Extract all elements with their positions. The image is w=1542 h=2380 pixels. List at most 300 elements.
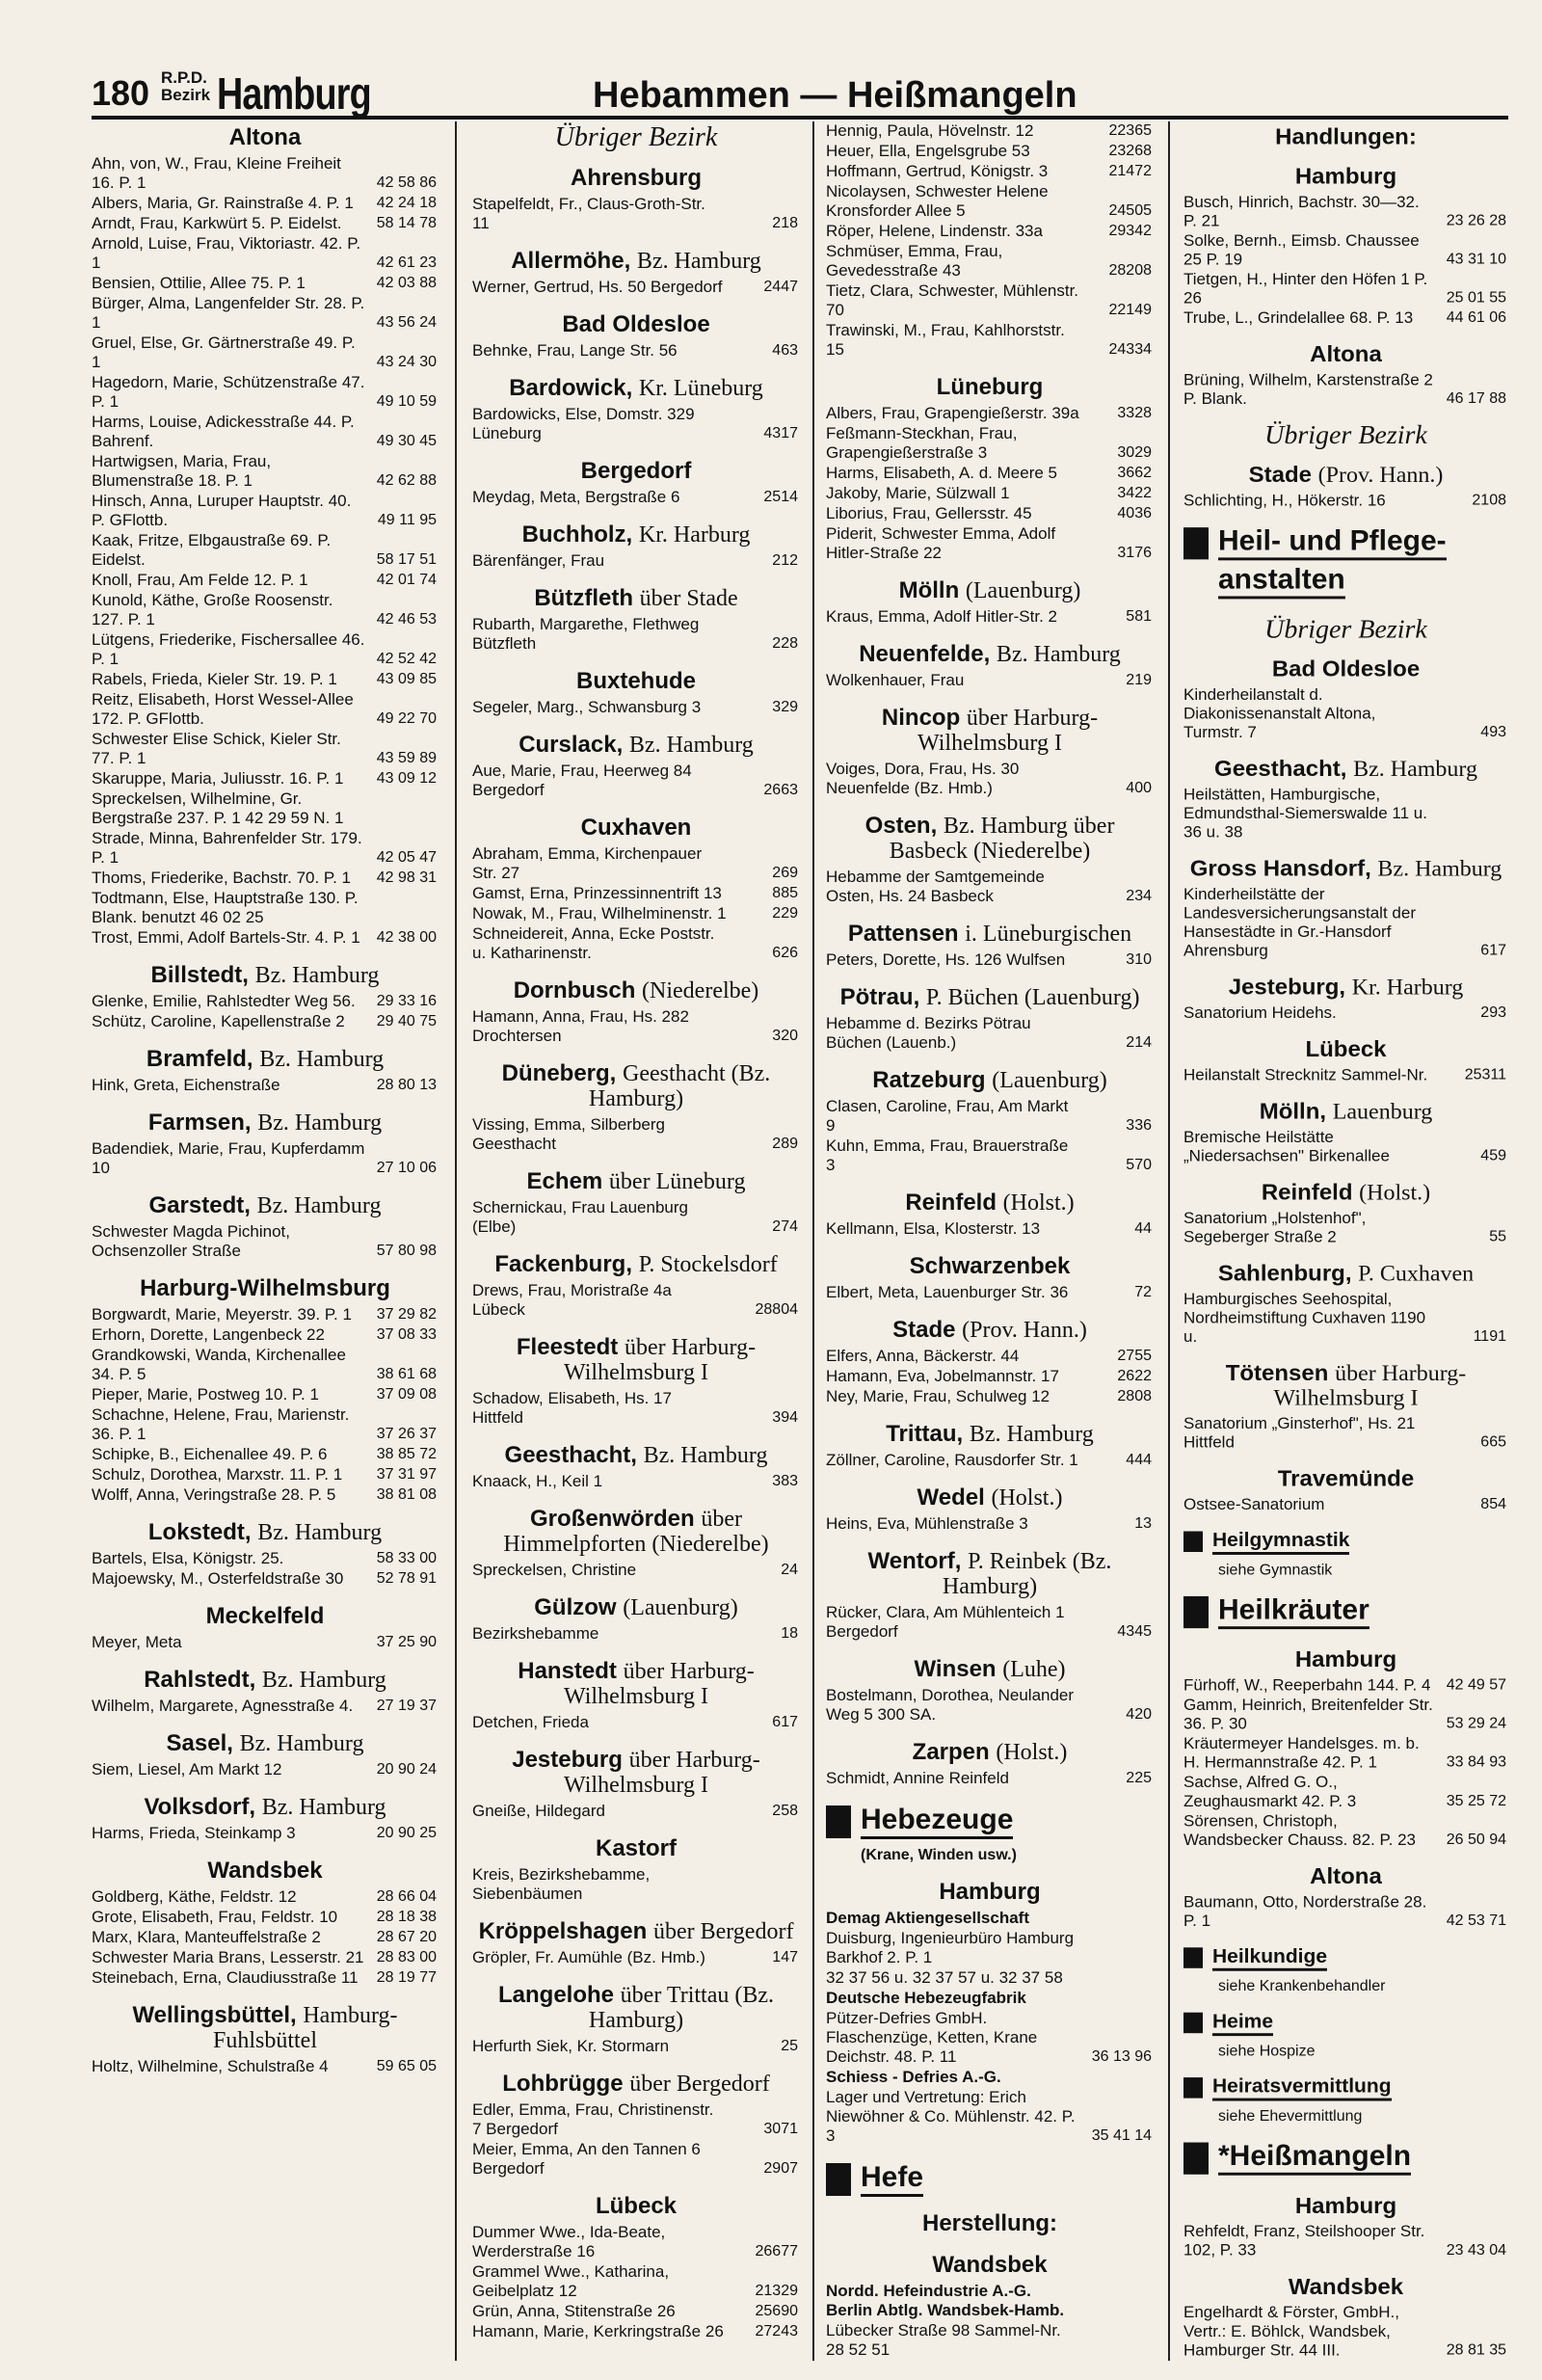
town-heading bbox=[826, 2253, 1154, 2278]
entry-number: 29 40 75 bbox=[376, 1013, 437, 1030]
entry-number: 49 22 70 bbox=[376, 710, 437, 727]
town-suffix: Bz. Hamburg bbox=[239, 1731, 364, 1756]
entry-text: Elbert, Meta, Lauenburger Str. 36 bbox=[826, 1283, 1069, 1301]
category-square-icon bbox=[1183, 2143, 1209, 2175]
town-suffix: Bz. Hamburg bbox=[628, 733, 754, 758]
list-item bbox=[1183, 685, 1508, 742]
region-heading: Übriger Bezirk bbox=[1264, 420, 1427, 451]
entry-number: 42 58 86 bbox=[376, 174, 437, 191]
town-heading bbox=[1183, 2275, 1508, 2299]
town-heading bbox=[92, 1731, 439, 1756]
list-item bbox=[826, 1989, 1154, 2008]
entry-text: Solke, Bernh., Eimsb. Chaussee 25 P. 19 bbox=[1183, 231, 1420, 269]
town-suffix: über Harburg-Wilhelmsburg I bbox=[564, 1748, 760, 1798]
list-item bbox=[472, 1472, 800, 1491]
entry-text: Reitz, Elisabeth, Horst Wessel-Allee 172. P. GFlottb. bbox=[92, 690, 354, 728]
entry-text: Hagedorn, Marie, Schützenstraße 47. P. 1 bbox=[92, 373, 365, 411]
town-heading bbox=[472, 733, 800, 758]
entry-text: Harms, Elisabeth, A. d. Meere 5 bbox=[826, 464, 1057, 482]
list-item bbox=[1183, 1893, 1508, 1931]
town-suffix: (Prov. Hann.) bbox=[962, 1318, 1087, 1343]
entry-text: Hartwigsen, Maria, Frau, Blumenstraße 18. P. 1 bbox=[92, 452, 272, 490]
list-item bbox=[1183, 1696, 1508, 1733]
list-item bbox=[92, 1385, 439, 1404]
entry-number: 59 65 05 bbox=[376, 2058, 437, 2074]
town-name: Ratzeburg bbox=[872, 1067, 986, 1093]
entry-number: 44 61 06 bbox=[1446, 309, 1506, 327]
entry-number: 35 41 14 bbox=[1091, 2127, 1152, 2144]
category-title bbox=[1218, 1594, 1369, 1633]
entry-text: Röper, Helene, Lindenstr. 33a bbox=[826, 222, 1043, 240]
entry-text: Ostsee-Sanatorium bbox=[1183, 1495, 1325, 1513]
entry-text: Gamst, Erna, Prinzessinnentrift 13 bbox=[472, 884, 722, 902]
town-suffix: (Lauenburg) bbox=[965, 578, 1081, 603]
list-item bbox=[92, 1465, 439, 1484]
entry-text: Lübecker Straße 98 Sammel-Nr. 28 52 51 bbox=[826, 2321, 1061, 2359]
entry-text: Bostelmann, Dorothea, Neulander Weg 5 300 SA. bbox=[826, 1686, 1075, 1724]
category-title-line: anstalten bbox=[1218, 564, 1345, 599]
town-name: Lohbrügge bbox=[502, 2071, 624, 2097]
list-item bbox=[472, 1389, 800, 1428]
list-item bbox=[826, 524, 1154, 563]
town-heading bbox=[472, 1169, 800, 1194]
town-name: Hamburg bbox=[1294, 164, 1397, 190]
list-item bbox=[826, 1014, 1154, 1053]
entry-text: Lager und Vertretung: Erich Niewöhner & Co. Mühlenstr. 42. P. 3 bbox=[826, 2088, 1076, 2145]
entry-number: 35 25 72 bbox=[1446, 1793, 1506, 1809]
town-name: Wellingsbüttel, bbox=[132, 2002, 297, 2028]
entry-number: 42 61 23 bbox=[376, 254, 437, 271]
list-item bbox=[92, 452, 439, 491]
town-name: Bergedorf bbox=[580, 458, 692, 484]
entry-text: Hamann, Anna, Frau, Hs. 282 Drochtersen bbox=[472, 1007, 689, 1045]
entry-number: 46 17 88 bbox=[1446, 390, 1506, 408]
entry-number: 581 bbox=[1126, 608, 1152, 625]
column-divider bbox=[455, 121, 457, 2361]
town-heading bbox=[826, 1880, 1154, 1905]
entry-number: 42 52 42 bbox=[376, 651, 437, 667]
town-name: Dornbusch bbox=[513, 977, 636, 1003]
town-name: Mölln bbox=[898, 577, 960, 603]
entry-number: 72 bbox=[1134, 1284, 1152, 1300]
list-item bbox=[472, 1115, 800, 1154]
list-item bbox=[92, 829, 439, 868]
entry-number: 26677 bbox=[755, 2243, 798, 2260]
entry-text: Werner, Gertrud, Hs. 50 Bergedorf bbox=[472, 278, 723, 296]
town-heading bbox=[826, 1657, 1154, 1682]
town-name: Ahrensburg bbox=[570, 165, 702, 191]
category-title bbox=[861, 2161, 923, 2201]
entry-text: Strade, Minna, Bahrenfelder Str. 179. P. 1 bbox=[92, 829, 362, 867]
entry-text: Rücker, Clara, Am Mühlenteich 1 Bergedorf bbox=[826, 1603, 1065, 1641]
entry-number: 214 bbox=[1126, 1034, 1152, 1051]
town-heading bbox=[1183, 165, 1508, 189]
entry-number: 25690 bbox=[755, 2303, 798, 2319]
entry-text: Edler, Emma, Frau, Christinenstr. 7 Bergedorf bbox=[472, 2100, 714, 2138]
entry-number: 36 13 96 bbox=[1091, 2048, 1152, 2065]
town-heading bbox=[472, 978, 800, 1003]
entry-text: Knoll, Frau, Am Felde 12. P. 1 bbox=[92, 571, 308, 589]
list-item bbox=[472, 2100, 800, 2139]
list-item bbox=[1183, 1676, 1508, 1696]
town-name: Wedel bbox=[917, 1484, 985, 1511]
entry-text: Ahn, von, W., Frau, Kleine Freiheit 16. P. 1 bbox=[92, 154, 341, 192]
entry-number: 20 90 24 bbox=[376, 1761, 437, 1778]
town-name: Lübeck bbox=[1305, 1036, 1387, 1063]
list-item bbox=[472, 1802, 800, 1821]
entry-number: 25311 bbox=[1464, 1066, 1506, 1083]
list-item bbox=[826, 464, 1154, 483]
entry-number: 42 49 57 bbox=[1446, 1676, 1506, 1694]
list-item bbox=[826, 281, 1154, 320]
town-suffix: (Prov. Hann.) bbox=[1317, 463, 1444, 489]
column-4 bbox=[1183, 121, 1508, 2361]
list-item bbox=[92, 1569, 439, 1589]
entry-number: 42 98 31 bbox=[376, 869, 437, 886]
entry-text: Brüning, Wilhelm, Karstenstraße 2 P. Blank. bbox=[1183, 370, 1433, 409]
town-name: Reinfeld bbox=[905, 1190, 997, 1216]
entry-number: 4317 bbox=[763, 425, 798, 441]
entry-text: Thoms, Friederike, Bachstr. 70. P. 1 bbox=[92, 869, 351, 887]
list-item bbox=[826, 1909, 1154, 1928]
entry-text: Bürger, Alma, Langenfelder Str. 28. P. 1 bbox=[92, 294, 365, 332]
list-item bbox=[826, 484, 1154, 503]
list-item bbox=[826, 1968, 1154, 1988]
entry-text: Aue, Marie, Frau, Heerweg 84 Bergedorf bbox=[472, 762, 692, 799]
entry-number: 23 43 04 bbox=[1446, 2242, 1506, 2259]
town-heading bbox=[92, 1795, 439, 1820]
list-item bbox=[92, 769, 439, 789]
entry-text: Trost, Emmi, Adolf Bartels-Str. 4. P. 1 bbox=[92, 928, 360, 947]
entry-number: 269 bbox=[772, 865, 798, 881]
entry-text: Steinebach, Erna, Claudiusstraße 11 bbox=[92, 1968, 359, 1987]
entry-number: 49 11 95 bbox=[377, 512, 437, 528]
town-suffix: Kr. Lüneburg bbox=[638, 376, 763, 401]
town-heading bbox=[1183, 343, 1508, 367]
entry-text: Feßmann-Steckhan, Frau, Grapengießerstraße 3 bbox=[826, 424, 1018, 462]
town-name: Tötensen bbox=[1225, 1360, 1329, 1387]
town-heading bbox=[92, 1193, 439, 1218]
entry-text: Kunold, Käthe, Große Roosenstr. 127. P. 1 bbox=[92, 591, 333, 628]
list-item bbox=[826, 1219, 1154, 1239]
town-suffix: (Niederelbe) bbox=[642, 978, 759, 1003]
list-item bbox=[826, 950, 1154, 970]
list-item bbox=[92, 214, 439, 233]
entry-number: 25 01 55 bbox=[1446, 289, 1506, 307]
entry-number: 24505 bbox=[1108, 202, 1152, 219]
town-heading bbox=[472, 166, 800, 191]
town-name: Trittau, bbox=[886, 1421, 964, 1447]
town-heading bbox=[472, 586, 800, 611]
entry-text: Abraham, Emma, Kirchenpauer Str. 27 bbox=[472, 844, 703, 882]
list-item bbox=[472, 195, 800, 233]
town-suffix: (Holst.) bbox=[1002, 1190, 1075, 1216]
list-item bbox=[92, 730, 439, 768]
entry-text: Schlichting, H., Hökerstr. 16 bbox=[1183, 492, 1386, 510]
entry-number: 336 bbox=[1126, 1117, 1152, 1134]
town-heading bbox=[826, 1485, 1154, 1511]
list-item bbox=[92, 630, 439, 669]
list-item bbox=[826, 1137, 1154, 1175]
entry-number: 289 bbox=[772, 1136, 798, 1152]
entry-text: Dummer Wwe., Ida-Beate, Werderstraße 16 bbox=[472, 2223, 666, 2260]
town-heading bbox=[472, 522, 800, 548]
category-title bbox=[1212, 2075, 1392, 2104]
town-name: Curslack, bbox=[518, 732, 624, 758]
town-suffix: Bz. Hamburg bbox=[254, 963, 380, 988]
town-name: Jesteburg bbox=[512, 1747, 623, 1773]
list-item bbox=[472, 2037, 800, 2056]
category-note: siehe Hospize bbox=[1218, 2043, 1316, 2060]
town-heading bbox=[1183, 464, 1508, 488]
category-title bbox=[1212, 2011, 1273, 2040]
list-item bbox=[1183, 1495, 1508, 1514]
list-item bbox=[1183, 1003, 1508, 1023]
entry-text: Engelhardt & Förster, GmbH., Vertr.: E. Böhlck, Wandsbek, Hamburger Str. 44 III. bbox=[1183, 2303, 1399, 2360]
list-item bbox=[92, 373, 439, 412]
town-name: Fackenburg, bbox=[494, 1251, 633, 1277]
entry-number: 28804 bbox=[755, 1301, 798, 1318]
entry-number: 383 bbox=[772, 1473, 798, 1489]
category-square-icon bbox=[826, 2163, 851, 2196]
category-title bbox=[1212, 1530, 1349, 1559]
entry-number: 37 26 37 bbox=[376, 1426, 437, 1442]
category-note: siehe Ehevermittlung bbox=[1218, 2108, 1363, 2125]
entry-number: 43 31 10 bbox=[1446, 251, 1506, 268]
entry-number: 2514 bbox=[763, 489, 798, 505]
entry-text: Gruel, Else, Gr. Gärtnerstraße 49. P. 1 bbox=[92, 334, 356, 371]
list-item bbox=[92, 869, 439, 888]
list-item bbox=[1183, 1128, 1508, 1165]
entry-text: Knaack, H., Keil 1 bbox=[472, 1472, 603, 1490]
town-heading bbox=[1183, 857, 1508, 881]
list-item bbox=[1183, 371, 1508, 409]
town-name: Billstedt, bbox=[150, 962, 249, 988]
city-title: Hamburg bbox=[217, 68, 371, 119]
entry-text: Schadow, Elisabeth, Hs. 17 Hittfeld bbox=[472, 1389, 672, 1427]
town-name: Osten, bbox=[864, 813, 938, 839]
entry-number: 43 09 12 bbox=[376, 770, 437, 787]
list-item bbox=[472, 488, 800, 507]
entry-text: Herfurth Siek, Kr. Stormarn bbox=[472, 2037, 670, 2055]
list-item bbox=[826, 1514, 1154, 1534]
entry-number: 33 84 93 bbox=[1446, 1754, 1506, 1771]
entry-number: 26 50 94 bbox=[1446, 1832, 1506, 1848]
town-heading bbox=[92, 1110, 439, 1136]
entry-text: Marx, Klara, Manteuffelstraße 2 bbox=[92, 1928, 321, 1946]
category-square-icon bbox=[1183, 527, 1209, 559]
category-title-line: Heime bbox=[1212, 2011, 1273, 2036]
entry-text: Erhorn, Dorette, Langenbeck 22 bbox=[92, 1325, 325, 1344]
town-heading bbox=[472, 1748, 800, 1798]
entry-text: Todtmann, Else, Hauptstraße 130. P. Blank. benutzt 46 02 25 bbox=[92, 889, 359, 926]
list-item bbox=[472, 405, 800, 443]
category-title-line: Heilgymnastik bbox=[1212, 1530, 1349, 1555]
town-heading bbox=[826, 375, 1154, 400]
town-name: Fleestedt bbox=[516, 1334, 619, 1360]
entry-text: Siem, Liesel, Am Markt 12 bbox=[92, 1760, 282, 1778]
list-item bbox=[826, 404, 1154, 423]
column-divider bbox=[1168, 121, 1170, 2361]
entry-number: 49 30 45 bbox=[376, 433, 437, 449]
town-name: Bad Oldesloe bbox=[562, 311, 710, 337]
list-item bbox=[1183, 1290, 1508, 1347]
list-item bbox=[826, 424, 1154, 463]
list-item bbox=[92, 1325, 439, 1345]
town-suffix: Bz. Hamburg bbox=[261, 1668, 386, 1693]
entry-text: Albers, Maria, Gr. Rainstraße 4. P. 1 bbox=[92, 194, 354, 212]
town-heading bbox=[826, 1740, 1154, 1765]
entry-text: Meydag, Meta, Bergstraße 6 bbox=[472, 488, 680, 506]
list-item bbox=[1183, 193, 1508, 230]
town-name: Sahlenburg, bbox=[1217, 1261, 1352, 1287]
town-heading bbox=[1183, 1362, 1508, 1411]
entry-number: 28 19 77 bbox=[376, 1969, 437, 1986]
entry-text: Wolff, Anna, Veringstraße 28. P. 5 bbox=[92, 1485, 336, 1504]
entry-number: 37 29 82 bbox=[376, 1306, 437, 1323]
subsection-heading: Herstellung: bbox=[921, 2210, 1057, 2236]
category-square-icon bbox=[1183, 1596, 1209, 1628]
list-item bbox=[92, 1485, 439, 1505]
town-suffix: über Harburg-Wilhelmsburg I bbox=[564, 1659, 755, 1709]
list-item bbox=[826, 1387, 1154, 1406]
entry-text: Piderit, Schwester Emma, Adolf Hitler-Straße 22 bbox=[826, 524, 1056, 562]
entry-text: Albers, Frau, Grapengießerstr. 39a bbox=[826, 404, 1079, 422]
entry-number: 225 bbox=[1126, 1770, 1152, 1786]
entry-text: Gröpler, Fr. Aumühle (Bz. Hmb.) bbox=[472, 1948, 705, 1966]
list-item bbox=[92, 1346, 439, 1384]
town-heading bbox=[472, 459, 800, 484]
list-item bbox=[92, 1697, 439, 1716]
list-item bbox=[472, 2140, 800, 2179]
town-name: Geesthacht, bbox=[1214, 756, 1347, 782]
list-item bbox=[472, 1281, 800, 1320]
list-item bbox=[826, 1451, 1154, 1470]
town-heading bbox=[472, 669, 800, 694]
list-item bbox=[472, 278, 800, 297]
entry-number: 329 bbox=[772, 699, 798, 715]
list-item bbox=[92, 1948, 439, 1967]
town-heading bbox=[826, 1068, 1154, 1093]
town-heading bbox=[92, 963, 439, 988]
town-heading bbox=[826, 706, 1154, 756]
entry-text: Skaruppe, Maria, Juliusstr. 16. P. 1 bbox=[92, 769, 344, 788]
entry-text: Grammel Wwe., Katharina, Geibelplatz 12 bbox=[472, 2262, 670, 2300]
category-heading bbox=[1183, 2141, 1508, 2179]
entry-text: Bardowicks, Else, Domstr. 329 Lüneburg bbox=[472, 405, 695, 442]
rpd-text: R.P.D. bbox=[161, 68, 207, 87]
entry-text: Gamm, Heinrich, Breitenfelder Str. 36. P. 30 bbox=[1183, 1696, 1433, 1733]
entry-text: Clasen, Caroline, Frau, Am Markt 9 bbox=[826, 1097, 1069, 1135]
list-item bbox=[826, 2321, 1154, 2360]
list-item bbox=[92, 1012, 439, 1031]
category-range: Hebammen — Heißmangeln bbox=[593, 75, 1077, 116]
entry-number: 3328 bbox=[1117, 405, 1152, 421]
list-item bbox=[92, 571, 439, 590]
entry-number: 3029 bbox=[1117, 444, 1152, 461]
list-item bbox=[1183, 786, 1508, 842]
town-suffix: (Holst.) bbox=[991, 1485, 1063, 1511]
town-suffix: über Bergedorf bbox=[629, 2072, 770, 2097]
town-suffix: über Bergedorf bbox=[652, 1919, 794, 1944]
entry-number: 13 bbox=[1134, 1515, 1152, 1532]
list-item bbox=[472, 904, 800, 923]
entry-number: 219 bbox=[1126, 672, 1152, 688]
category-heading bbox=[1183, 525, 1508, 602]
entry-number: 42 05 47 bbox=[376, 849, 437, 866]
town-heading bbox=[1183, 1100, 1508, 1124]
entry-number: 218 bbox=[772, 215, 798, 231]
category-note: siehe Krankenbehandler bbox=[1218, 1978, 1386, 1995]
town-name: Kröppelshagen bbox=[478, 1918, 648, 1944]
entry-text: Spreckelsen, Wilhelmine, Gr. Bergstraße 237. P. 1 42 29 59 N. 1 bbox=[92, 789, 344, 827]
town-heading bbox=[1183, 1181, 1508, 1205]
entry-text: Schütz, Caroline, Kapellenstraße 2 bbox=[92, 1012, 345, 1030]
list-item bbox=[826, 321, 1154, 360]
category-title-line: Heil- und Pflege- bbox=[1218, 525, 1447, 560]
town-suffix: über Stade bbox=[639, 586, 738, 611]
list-item bbox=[472, 1561, 800, 1580]
category-heading bbox=[826, 1804, 1154, 1843]
list-item bbox=[826, 2009, 1154, 2067]
town-name: Gülzow bbox=[534, 1594, 617, 1620]
list-item bbox=[826, 671, 1154, 690]
town-name: Langelohe bbox=[497, 1982, 614, 2008]
town-heading bbox=[826, 1318, 1154, 1343]
entry-text: Schiess - Defries A.-G. bbox=[826, 2068, 1001, 2086]
entry-text: Stapelfeldt, Fr., Claus-Groth-Str. 11 bbox=[472, 195, 705, 232]
entry-number: 28 66 04 bbox=[376, 1888, 437, 1905]
entry-number: 3422 bbox=[1117, 485, 1152, 501]
entry-text: Heins, Eva, Mühlenstraße 3 bbox=[826, 1514, 1028, 1533]
entry-text: Demag Aktiengesellschaft bbox=[826, 1909, 1029, 1927]
town-name: Großenwörden bbox=[530, 1506, 695, 1532]
list-item bbox=[92, 1549, 439, 1568]
page-header bbox=[92, 67, 1508, 118]
bezirk-text: Bezirk bbox=[161, 86, 211, 104]
town-heading bbox=[92, 1604, 439, 1629]
town-heading bbox=[472, 1659, 800, 1709]
entry-number: 44 bbox=[1134, 1220, 1152, 1237]
town-suffix: (Lauenburg) bbox=[992, 1068, 1107, 1093]
list-item bbox=[826, 2068, 1154, 2087]
town-name: Gross Hansdorf, bbox=[1189, 856, 1371, 882]
entry-text: Badendiek, Marie, Frau, Kupferdamm 10 bbox=[92, 1139, 365, 1177]
entry-text: Kreis, Bezirkshebamme, Siebenbäumen bbox=[472, 1865, 651, 1903]
entry-text: Trube, L., Grindelallee 68. P. 13 bbox=[1183, 308, 1414, 328]
list-item bbox=[1183, 492, 1508, 511]
entry-number: 58 14 78 bbox=[376, 215, 437, 231]
entry-number: 42 53 71 bbox=[1446, 1912, 1506, 1929]
entry-number: 38 81 08 bbox=[376, 1486, 437, 1503]
list-item bbox=[472, 2223, 800, 2261]
category-heading bbox=[1183, 2011, 1508, 2040]
list-item bbox=[1183, 1774, 1508, 1811]
entry-number: 27243 bbox=[755, 2323, 798, 2340]
entry-text: Sanatorium „Holstenhof", Segeberger Straße 2 bbox=[1183, 1209, 1367, 1246]
list-item bbox=[92, 334, 439, 372]
entry-number: 394 bbox=[772, 1409, 798, 1426]
category-square-icon bbox=[1183, 2013, 1203, 2033]
entry-number: 4345 bbox=[1117, 1623, 1152, 1640]
column-divider bbox=[812, 121, 814, 2361]
entry-number: 2907 bbox=[763, 2160, 798, 2177]
entry-number: 3662 bbox=[1117, 465, 1152, 481]
entry-number: 274 bbox=[772, 1218, 798, 1235]
town-name: Zarpen bbox=[912, 1739, 990, 1765]
town-name: Altona bbox=[1310, 1863, 1382, 1889]
list-item bbox=[1183, 1414, 1508, 1452]
